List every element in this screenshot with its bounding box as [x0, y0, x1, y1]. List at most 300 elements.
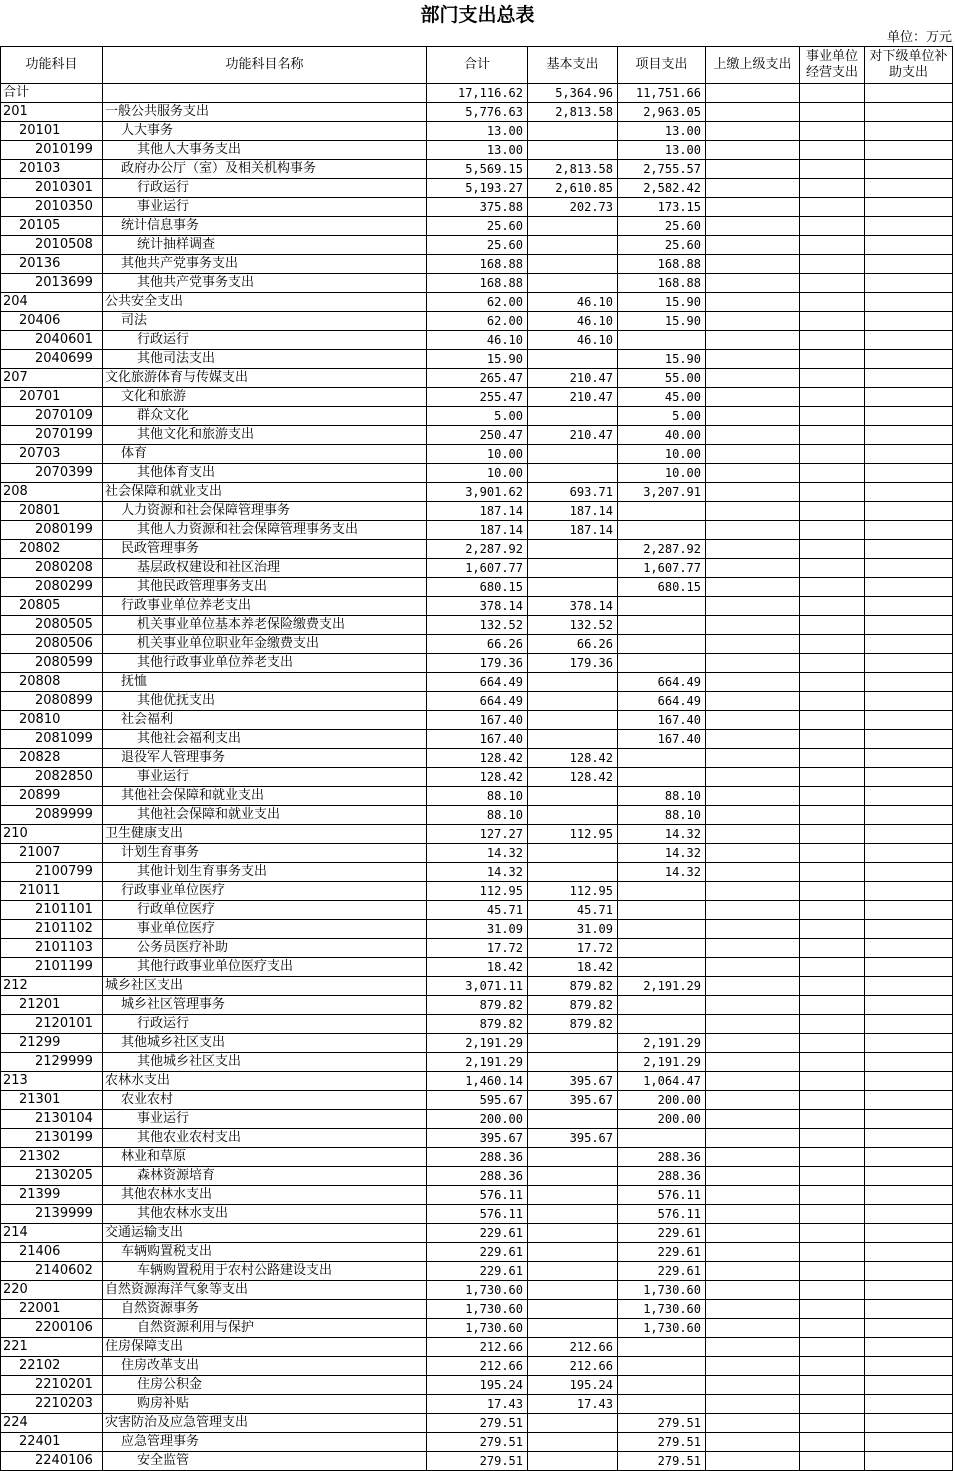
cell-project: 2,755.57 [618, 160, 706, 179]
cell-basic [528, 464, 618, 483]
cell-subsidy [865, 711, 953, 730]
cell-total: 10.00 [427, 464, 528, 483]
cell-code: 2101103 [1, 939, 103, 958]
table-row [1, 369, 953, 388]
cell-project: 168.88 [618, 274, 706, 293]
cell-subsidy [865, 179, 953, 198]
table-row [1, 825, 953, 844]
cell-total: 46.10 [427, 331, 528, 350]
cell-code: 2210201 [1, 1376, 103, 1395]
cell-name: 司法 [103, 312, 427, 331]
table-row [1, 502, 953, 521]
cell-project: 88.10 [618, 787, 706, 806]
cell-business-operation [800, 445, 865, 464]
cell-code: 2101102 [1, 920, 103, 939]
cell-upper-payment [706, 730, 800, 749]
cell-basic: 202.73 [528, 198, 618, 217]
cell-name: 自然资源海洋气象等支出 [103, 1281, 427, 1300]
cell-total: 167.40 [427, 711, 528, 730]
header-project: 项目支出 [618, 47, 706, 84]
cell-basic [528, 122, 618, 141]
cell-project: 200.00 [618, 1091, 706, 1110]
cell-name: 车辆购置税支出 [103, 1243, 427, 1262]
cell-upper-payment [706, 1338, 800, 1357]
cell-total: 127.27 [427, 825, 528, 844]
cell-upper-payment [706, 749, 800, 768]
cell-subsidy [865, 1243, 953, 1262]
header-row [1, 47, 953, 84]
cell-upper-payment [706, 1148, 800, 1167]
table-row [1, 540, 953, 559]
cell-name: 其他人力资源和社会保障管理事务支出 [103, 521, 427, 540]
cell-basic [528, 1452, 618, 1471]
cell-basic [528, 217, 618, 236]
cell-subsidy [865, 977, 953, 996]
cell-upper-payment [706, 1110, 800, 1129]
cell-upper-payment [706, 1053, 800, 1072]
cell-name: 住房公积金 [103, 1376, 427, 1395]
cell-basic [528, 1319, 618, 1338]
cell-total: 229.61 [427, 1262, 528, 1281]
cell-upper-payment [706, 198, 800, 217]
cell-name: 森林资源培育 [103, 1167, 427, 1186]
cell-basic [528, 407, 618, 426]
cell-business-operation [800, 141, 865, 160]
cell-code: 2040601 [1, 331, 103, 350]
cell-project: 1,064.47 [618, 1072, 706, 1091]
cell-subsidy [865, 1433, 953, 1452]
cell-upper-payment [706, 1452, 800, 1471]
cell-basic: 179.36 [528, 654, 618, 673]
cell-total: 128.42 [427, 768, 528, 787]
cell-project: 14.32 [618, 844, 706, 863]
cell-upper-payment [706, 1262, 800, 1281]
cell-upper-payment [706, 1186, 800, 1205]
cell-basic [528, 559, 618, 578]
cell-business-operation [800, 1433, 865, 1452]
cell-subsidy [865, 1148, 953, 1167]
cell-business-operation [800, 1395, 865, 1414]
cell-subsidy [865, 1167, 953, 1186]
cell-subsidy [865, 1452, 953, 1471]
cell-name: 行政事业单位养老支出 [103, 597, 427, 616]
cell-project: 25.60 [618, 236, 706, 255]
cell-name: 公共安全支出 [103, 293, 427, 312]
cell-total: 288.36 [427, 1148, 528, 1167]
cell-total: 14.32 [427, 863, 528, 882]
cell-project: 13.00 [618, 122, 706, 141]
table-row [1, 1281, 953, 1300]
cell-upper-payment [706, 350, 800, 369]
cell-subsidy [865, 768, 953, 787]
cell-project [618, 1015, 706, 1034]
cell-code: 220 [1, 1281, 103, 1300]
cell-total: 879.82 [427, 1015, 528, 1034]
cell-code: 2139999 [1, 1205, 103, 1224]
cell-code: 22001 [1, 1300, 103, 1319]
cell-upper-payment [706, 1034, 800, 1053]
cell-subsidy [865, 312, 953, 331]
cell-project: 5.00 [618, 407, 706, 426]
cell-basic: 5,364.96 [528, 84, 618, 103]
cell-code: 20103 [1, 160, 103, 179]
cell-basic [528, 1034, 618, 1053]
table-row [1, 1072, 953, 1091]
cell-name: 政府办公厅（室）及相关机构事务 [103, 160, 427, 179]
cell-basic [528, 1053, 618, 1072]
table-row [1, 521, 953, 540]
cell-subsidy [865, 1281, 953, 1300]
cell-business-operation [800, 597, 865, 616]
cell-code: 2129999 [1, 1053, 103, 1072]
cell-subsidy [865, 293, 953, 312]
table-row [1, 1015, 953, 1034]
cell-total: 664.49 [427, 692, 528, 711]
cell-subsidy [865, 388, 953, 407]
cell-code: 221 [1, 1338, 103, 1357]
cell-business-operation [800, 882, 865, 901]
cell-total: 279.51 [427, 1452, 528, 1471]
cell-subsidy [865, 331, 953, 350]
cell-total: 5,776.63 [427, 103, 528, 122]
cell-basic: 31.09 [528, 920, 618, 939]
cell-subsidy [865, 920, 953, 939]
cell-code: 201 [1, 103, 103, 122]
cell-upper-payment [706, 1300, 800, 1319]
cell-subsidy [865, 1186, 953, 1205]
cell-name: 其他社会保障和就业支出 [103, 787, 427, 806]
cell-subsidy [865, 1395, 953, 1414]
cell-name: 其他民政管理事务支出 [103, 578, 427, 597]
cell-upper-payment [706, 825, 800, 844]
page-title: 部门支出总表 [420, 4, 535, 26]
cell-basic [528, 350, 618, 369]
cell-name: 人大事务 [103, 122, 427, 141]
cell-project: 1,730.60 [618, 1319, 706, 1338]
cell-business-operation [800, 901, 865, 920]
cell-name: 其他农业农村支出 [103, 1129, 427, 1148]
cell-total: 187.14 [427, 521, 528, 540]
table-row [1, 692, 953, 711]
cell-business-operation [800, 483, 865, 502]
cell-subsidy [865, 1072, 953, 1091]
cell-subsidy [865, 141, 953, 160]
cell-business-operation [800, 654, 865, 673]
cell-upper-payment [706, 217, 800, 236]
cell-business-operation [800, 806, 865, 825]
table-row [1, 1376, 953, 1395]
cell-upper-payment [706, 882, 800, 901]
cell-total: 62.00 [427, 312, 528, 331]
cell-basic: 17.43 [528, 1395, 618, 1414]
cell-business-operation [800, 1243, 865, 1262]
cell-upper-payment [706, 920, 800, 939]
cell-code: 20828 [1, 749, 103, 768]
cell-upper-payment [706, 1395, 800, 1414]
header-upper-payment: 上缴上级支出 [706, 47, 800, 84]
cell-name: 其他计划生育事务支出 [103, 863, 427, 882]
cell-name: 行政运行 [103, 1015, 427, 1034]
cell-subsidy [865, 464, 953, 483]
cell-code: 2100799 [1, 863, 103, 882]
cell-upper-payment [706, 445, 800, 464]
cell-basic: 210.47 [528, 369, 618, 388]
cell-business-operation [800, 217, 865, 236]
cell-upper-payment [706, 977, 800, 996]
table-row [1, 160, 953, 179]
cell-subsidy [865, 1414, 953, 1433]
cell-subsidy [865, 369, 953, 388]
cell-upper-payment [706, 958, 800, 977]
cell-code: 2120101 [1, 1015, 103, 1034]
cell-total: 255.47 [427, 388, 528, 407]
cell-name: 基层政权建设和社区治理 [103, 559, 427, 578]
cell-project: 14.32 [618, 863, 706, 882]
table-row [1, 597, 953, 616]
cell-upper-payment [706, 1167, 800, 1186]
cell-upper-payment [706, 787, 800, 806]
cell-subsidy [865, 502, 953, 521]
cell-upper-payment [706, 103, 800, 122]
table-row [1, 768, 953, 787]
cell-business-operation [800, 388, 865, 407]
cell-project [618, 1129, 706, 1148]
table-row [1, 559, 953, 578]
cell-total: 1,607.77 [427, 559, 528, 578]
cell-basic [528, 274, 618, 293]
cell-business-operation [800, 635, 865, 654]
cell-subsidy [865, 1129, 953, 1148]
cell-code: 207 [1, 369, 103, 388]
cell-project [618, 616, 706, 635]
cell-code: 21007 [1, 844, 103, 863]
cell-project: 2,191.29 [618, 977, 706, 996]
cell-code: 20808 [1, 673, 103, 692]
cell-total: 279.51 [427, 1414, 528, 1433]
cell-name: 自然资源利用与保护 [103, 1319, 427, 1338]
cell-name: 其他行政事业单位养老支出 [103, 654, 427, 673]
cell-project: 664.49 [618, 692, 706, 711]
cell-project: 1,730.60 [618, 1281, 706, 1300]
cell-business-operation [800, 844, 865, 863]
cell-subsidy [865, 350, 953, 369]
cell-name: 应急管理事务 [103, 1433, 427, 1452]
cell-subsidy [865, 483, 953, 502]
cell-total: 62.00 [427, 293, 528, 312]
cell-upper-payment [706, 597, 800, 616]
cell-basic [528, 236, 618, 255]
cell-basic: 112.95 [528, 882, 618, 901]
cell-subsidy [865, 844, 953, 863]
cell-project [618, 996, 706, 1015]
cell-project: 167.40 [618, 730, 706, 749]
cell-project: 680.15 [618, 578, 706, 597]
cell-upper-payment [706, 768, 800, 787]
cell-code: 2080208 [1, 559, 103, 578]
cell-name: 其他共产党事务支出 [103, 274, 427, 293]
table-row [1, 198, 953, 217]
cell-project: 229.61 [618, 1262, 706, 1281]
cell-project [618, 597, 706, 616]
cell-basic [528, 787, 618, 806]
cell-basic: 210.47 [528, 426, 618, 445]
cell-basic: 395.67 [528, 1091, 618, 1110]
cell-code: 20810 [1, 711, 103, 730]
cell-name: 体育 [103, 445, 427, 464]
table-row [1, 1243, 953, 1262]
cell-name: 购房补贴 [103, 1395, 427, 1414]
cell-business-operation [800, 331, 865, 350]
cell-total: 66.26 [427, 635, 528, 654]
cell-basic: 132.52 [528, 616, 618, 635]
cell-code: 20101 [1, 122, 103, 141]
cell-business-operation [800, 749, 865, 768]
table-row [1, 293, 953, 312]
cell-total: 25.60 [427, 217, 528, 236]
cell-name: 其他优抚支出 [103, 692, 427, 711]
cell-business-operation [800, 768, 865, 787]
cell-code: 22401 [1, 1433, 103, 1452]
cell-project [618, 958, 706, 977]
table-row [1, 616, 953, 635]
cell-subsidy [865, 1338, 953, 1357]
cell-basic: 2,813.58 [528, 160, 618, 179]
cell-subsidy [865, 1376, 953, 1395]
cell-total: 17.43 [427, 1395, 528, 1414]
table-row [1, 1110, 953, 1129]
cell-project: 279.51 [618, 1414, 706, 1433]
table-row [1, 711, 953, 730]
cell-code: 20802 [1, 540, 103, 559]
cell-total: 132.52 [427, 616, 528, 635]
cell-code: 20805 [1, 597, 103, 616]
cell-business-operation [800, 711, 865, 730]
cell-business-operation [800, 1281, 865, 1300]
cell-project: 10.00 [618, 464, 706, 483]
cell-name: 其他体育支出 [103, 464, 427, 483]
cell-project [618, 749, 706, 768]
cell-project: 14.32 [618, 825, 706, 844]
cell-code: 224 [1, 1414, 103, 1433]
table-row [1, 806, 953, 825]
cell-business-operation [800, 1072, 865, 1091]
cell-total: 879.82 [427, 996, 528, 1015]
table-row [1, 1300, 953, 1319]
cell-upper-payment [706, 711, 800, 730]
cell-subsidy [865, 616, 953, 635]
cell-basic [528, 1243, 618, 1262]
cell-total: 128.42 [427, 749, 528, 768]
cell-code: 2010508 [1, 236, 103, 255]
cell-basic [528, 844, 618, 863]
cell-code: 2140602 [1, 1262, 103, 1281]
cell-total: 167.40 [427, 730, 528, 749]
table-row [1, 426, 953, 445]
cell-total: 17,116.62 [427, 84, 528, 103]
cell-basic: 46.10 [528, 331, 618, 350]
cell-total: 378.14 [427, 597, 528, 616]
cell-basic [528, 1110, 618, 1129]
cell-project: 3,207.91 [618, 483, 706, 502]
header-name: 功能科目名称 [103, 47, 427, 84]
cell-business-operation [800, 730, 865, 749]
cell-project: 576.11 [618, 1186, 706, 1205]
cell-upper-payment [706, 274, 800, 293]
table-row [1, 1205, 953, 1224]
cell-total: 5,569.15 [427, 160, 528, 179]
cell-business-operation [800, 255, 865, 274]
cell-upper-payment [706, 1129, 800, 1148]
cell-name: 社会保障和就业支出 [103, 483, 427, 502]
cell-project: 1,607.77 [618, 559, 706, 578]
cell-subsidy [865, 198, 953, 217]
table-row [1, 255, 953, 274]
cell-project: 664.49 [618, 673, 706, 692]
cell-basic: 378.14 [528, 597, 618, 616]
cell-upper-payment [706, 312, 800, 331]
cell-subsidy [865, 1357, 953, 1376]
cell-total: 680.15 [427, 578, 528, 597]
cell-business-operation [800, 996, 865, 1015]
cell-upper-payment [706, 996, 800, 1015]
cell-basic [528, 1414, 618, 1433]
cell-code: 204 [1, 293, 103, 312]
cell-business-operation [800, 616, 865, 635]
cell-upper-payment [706, 616, 800, 635]
cell-name: 人力资源和社会保障管理事务 [103, 502, 427, 521]
cell-subsidy [865, 1034, 953, 1053]
cell-total: 375.88 [427, 198, 528, 217]
cell-subsidy [865, 407, 953, 426]
cell-basic: 66.26 [528, 635, 618, 654]
table-row [1, 388, 953, 407]
cell-subsidy [865, 84, 953, 103]
cell-business-operation [800, 198, 865, 217]
cell-basic: 195.24 [528, 1376, 618, 1395]
cell-upper-payment [706, 236, 800, 255]
cell-upper-payment [706, 559, 800, 578]
cell-upper-payment [706, 407, 800, 426]
cell-subsidy [865, 217, 953, 236]
cell-code: 2080899 [1, 692, 103, 711]
cell-subsidy [865, 1205, 953, 1224]
cell-total: 212.66 [427, 1357, 528, 1376]
cell-subsidy [865, 1262, 953, 1281]
cell-project: 15.90 [618, 293, 706, 312]
cell-project [618, 1376, 706, 1395]
cell-code: 2089999 [1, 806, 103, 825]
cell-business-operation [800, 312, 865, 331]
cell-business-operation [800, 1053, 865, 1072]
table-row [1, 445, 953, 464]
cell-business-operation [800, 1015, 865, 1034]
cell-upper-payment [706, 1281, 800, 1300]
header-basic: 基本支出 [528, 47, 618, 84]
table-row [1, 920, 953, 939]
cell-project: 15.90 [618, 350, 706, 369]
cell-subsidy [865, 559, 953, 578]
cell-basic [528, 692, 618, 711]
cell-business-operation [800, 1338, 865, 1357]
cell-basic: 693.71 [528, 483, 618, 502]
header-subsidy-to-subordinates: 对下级单位补助支出 [865, 47, 953, 84]
cell-project: 1,730.60 [618, 1300, 706, 1319]
cell-name: 城乡社区支出 [103, 977, 427, 996]
cell-basic [528, 863, 618, 882]
cell-basic: 2,813.58 [528, 103, 618, 122]
cell-project: 288.36 [618, 1148, 706, 1167]
cell-business-operation [800, 236, 865, 255]
